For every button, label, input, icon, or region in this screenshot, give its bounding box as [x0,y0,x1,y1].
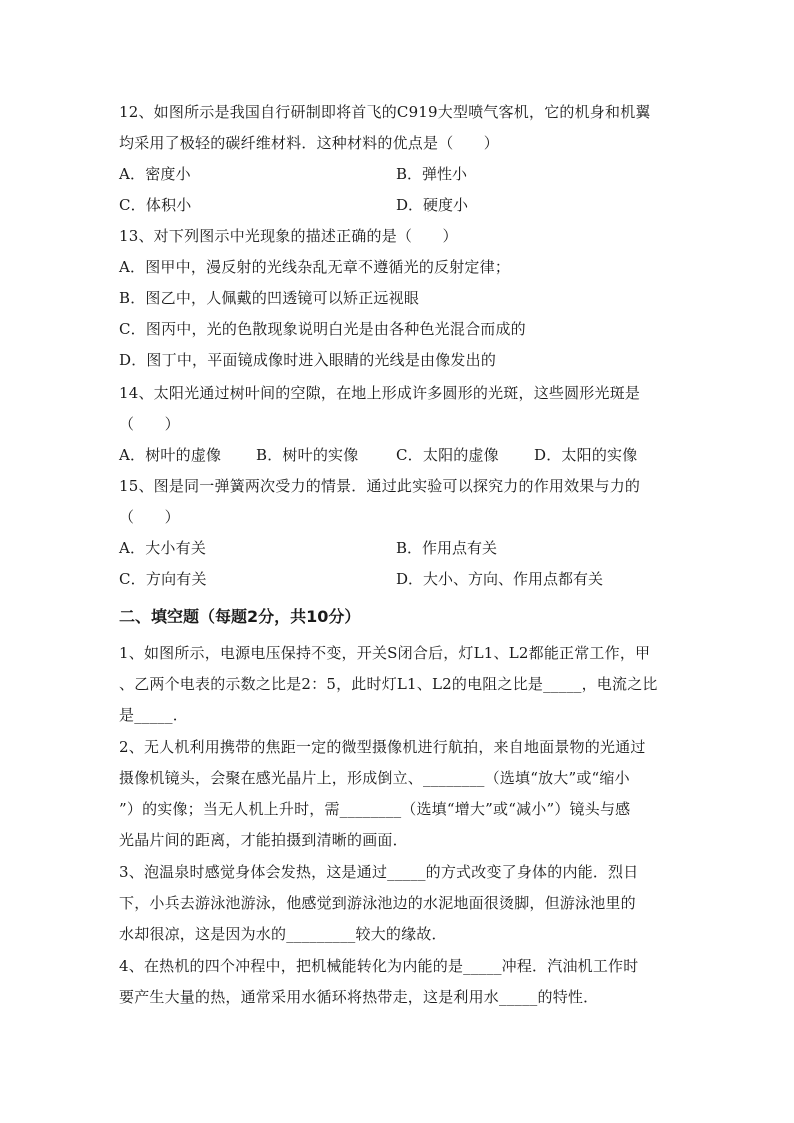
f3-line2: 下，小兵去游泳池游泳，他感觉到游泳池边的水泥地面很烫脚，但游泳池里的 [119,894,636,912]
q15-option-a: A．大小有关 [119,539,207,557]
f1-line3: 是_____． [119,706,188,724]
q14-stem-line2: （ ） [119,415,180,433]
q13-option-c: C．图丙中，光的色散现象说明白光是由各种色光混合而成的 [119,320,526,338]
f2-line3: ”）的实像；当无人机上升时，需________（选填“增大”或“减小”）镜头与感 [119,800,631,818]
section-heading-fill-in: 二、填空题（每题2分，共10分） [119,607,361,626]
f2-line4: 光晶片间的距离，才能拍摄到清晰的画面． [119,831,408,849]
q12-option-a: A．密度小 [119,165,191,183]
q15-stem-line1: 15、图是同一弹簧两次受力的情景．通过此实验可以探究力的作用效果与力的 [119,477,641,495]
f2-line1: 2、无人机利用携带的焦距一定的微型摄像机进行航拍，来自地面景物的光通过 [119,738,646,756]
q15-stem-line2: （ ） [119,508,180,526]
q15-option-b: B．作用点有关 [396,539,498,557]
q15-option-c: C．方向有关 [119,570,207,588]
q14-stem-line1: 14、太阳光通过树叶间的空隙，在地上形成许多圆形的光斑，这些圆形光斑是 [119,384,641,402]
q12-stem-line2: 均采用了极轻的碳纤维材料．这种材料的优点是（ ） [119,134,500,152]
f1-line1: 1、如图所示，电源电压保持不变，开关S闭合后，灯L1、L2都能正常工作，甲 [119,644,651,662]
f3-line1: 3、泡温泉时感觉身体会发热，这是通过_____的方式改变了身体的内能．烈日 [119,863,639,881]
f1-line2: 、乙两个电表的示数之比是2：5，此时灯L1、L2的电阻之比是_____，电流之比 [119,675,658,693]
q12-option-d: D．硬度小 [396,196,469,214]
q13-stem: 13、对下列图示中光现象的描述正确的是（ ） [119,227,458,245]
q12-option-c: C．体积小 [119,196,192,214]
q12-option-b: B．弹性小 [396,165,468,183]
f4-line1: 4、在热机的四个冲程中，把机械能转化为内能的是_____冲程．汽油机工作时 [119,957,639,975]
f2-line2: 摄像机镜头，会聚在感光晶片上，形成倒立、________（选填“放大”或“缩小 [119,769,630,787]
q14-option-a: A．树叶的虚像 [119,446,222,464]
q12-stem-line1: 12、如图所示是我国自行研制即将首飞的C919大型喷气客机，它的机身和机翼 [119,103,651,121]
q15-option-d: D．大小、方向、作用点都有关 [396,570,604,588]
q14-option-d: D．太阳的实像 [534,446,638,464]
q13-option-b: B．图乙中，人佩戴的凹透镜可以矫正远视眼 [119,289,420,307]
f3-line3: 水却很凉，这是因为水的_________较大的缘故． [119,925,447,943]
q14-option-c: C．太阳的虚像 [396,446,499,464]
f4-line2: 要产生大量的热，通常采用水循环将热带走，这是利用水_____的特性． [119,988,599,1006]
q13-option-d: D．图丁中，平面镜成像时进入眼睛的光线是由像发出的 [119,351,497,369]
q14-option-b: B．树叶的实像 [256,446,359,464]
q13-option-a: A．图甲中，漫反射的光线杂乱无章不遵循光的反射定律； [119,258,511,276]
